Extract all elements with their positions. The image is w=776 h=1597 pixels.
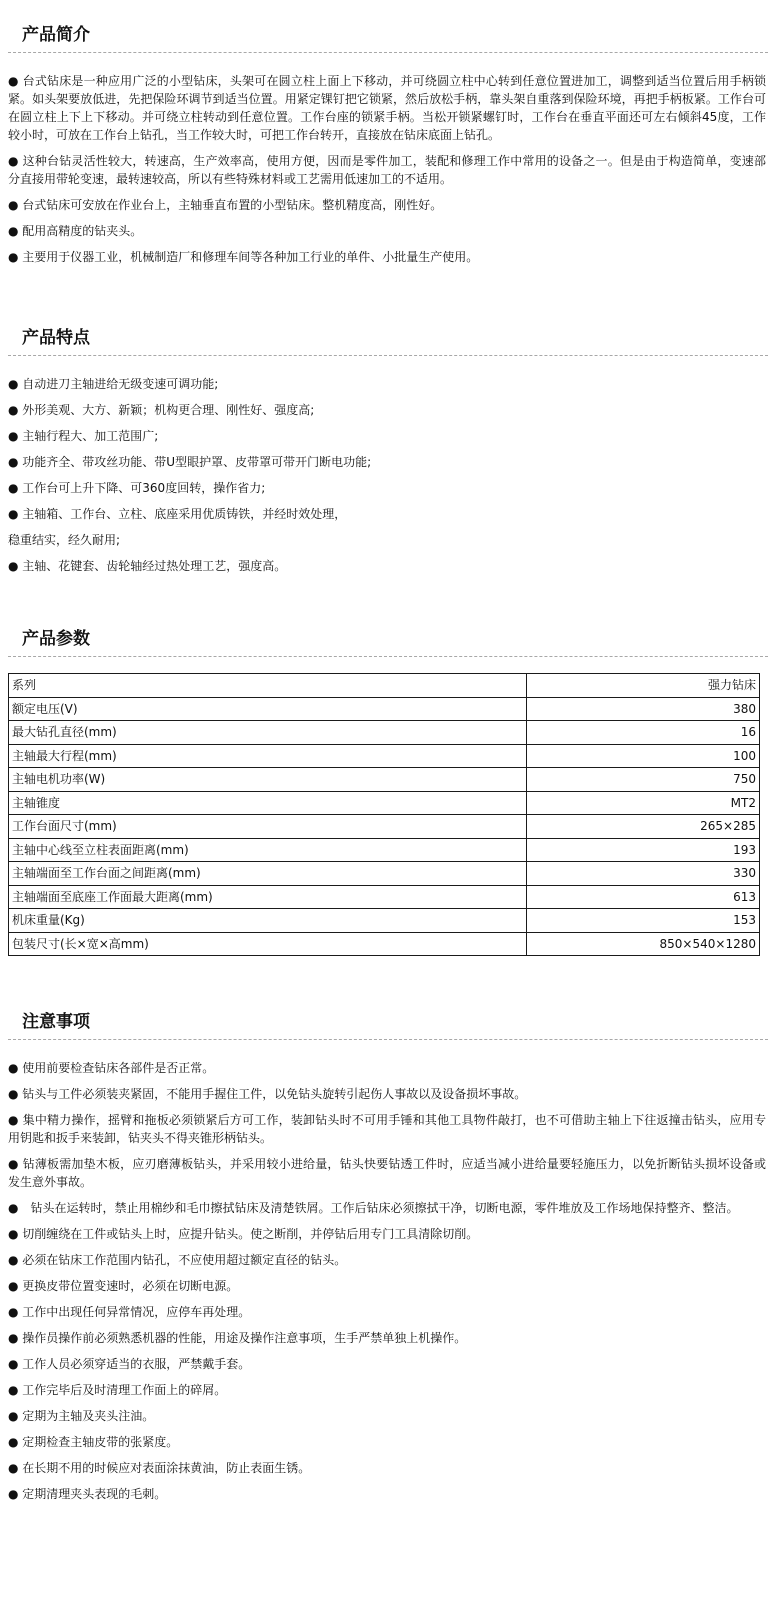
spec-label: 机床重量(Kg) [9,909,527,933]
spec-table [8,673,760,956]
note-item: ● 定期为主轴及夹头注油。 [8,1409,155,1423]
feature-item: ● 主轴、花键套、齿轮轴经过热处理工艺，强度高。 [8,559,287,573]
table-row [9,768,760,792]
table-row [9,674,760,698]
table-row [9,909,760,933]
note-item: ● 工作人员必须穿适当的衣服，严禁戴手套。 [8,1357,251,1371]
spec-value: 强力钻床 [527,674,760,698]
feature-item: ● 功能齐全、带攻丝功能、带U型眼护罩、皮带罩可带开门断电功能; [8,455,372,469]
note-item: ● 集中精力操作，摇臂和拖板必须锁紧后方可工作，装卸钻头时不可用手锤和其他工具物件敲打，也不可借助主轴上下往返撞击钻头，应用专用钥匙和扳手来装卸，钻夹头不得夹锥形柄钻头。 [8,1113,766,1145]
intro-item: ● 配用高精度的钻夹头。 [8,224,143,238]
table-row [9,815,760,839]
note-item: ● 钻头在运转时，禁止用棉纱和毛巾擦拭钻床及清楚铁屑。工作后钻床必须擦拭干净，切断电源，零件堆放及工作场地保持整齐、整洁。 [8,1201,739,1215]
spec-value: 153 [527,909,760,933]
feature-item: ● 主轴箱、工作台、立柱、底座采用优质铸铁，并经时效处理， [8,507,347,521]
spec-value: 613 [527,885,760,909]
params-divider [8,656,768,657]
feature-item: ● 主轴行程大、加工范围广; [8,429,159,443]
intro-title: 产品简介 [22,25,90,45]
spec-label: 额定电压(V) [9,697,527,721]
spec-label: 包装尺寸(长×宽×高mm) [9,932,527,956]
spec-label: 主轴电机功率(W) [9,768,527,792]
note-item: ● 钻薄板需加垫木板，应刃磨薄板钻头，并采用较小进给量，钻头快要钻透工件时，应适当减小进给量要轻施压力，以免折断钻头损坏设备或发生意外事故。 [8,1157,766,1189]
feature-item: ● 外形美观、大方、新颖；机构更合理、刚性好、强度高; [8,403,315,417]
note-item: ● 在长期不用的时候应对表面涂抹黄油，防止表面生锈。 [8,1461,311,1475]
features-section [0,328,776,583]
spec-label: 最大钻孔直径(mm) [9,721,527,745]
spec-label: 工作台面尺寸(mm) [9,815,527,839]
notes-title: 注意事项 [22,1012,90,1032]
spec-value: 193 [527,838,760,862]
table-row [9,791,760,815]
intro-section [0,25,776,274]
note-item: ● 工作中出现任何异常情况，应停车再处理。 [8,1305,251,1319]
spec-value: MT2 [527,791,760,815]
features-divider [8,355,768,356]
spec-value: 850×540×1280 [527,932,760,956]
spec-value: 100 [527,744,760,768]
feature-item: ● 自动进刀主轴进给无级变速可调功能; [8,377,219,391]
spec-value: 380 [527,697,760,721]
note-item: ● 工作完毕后及时清理工作面上的碎屑。 [8,1383,227,1397]
spec-label: 主轴中心线至立柱表面距离(mm) [9,838,527,862]
table-row [9,721,760,745]
table-row [9,932,760,956]
features-title: 产品特点 [22,328,90,348]
note-item: ● 必须在钻床工作范围内钻孔，不应使用超过额定直径的钻头。 [8,1253,347,1267]
feature-item: 稳重结实，经久耐用; [8,533,121,547]
intro-item: ● 台式钻床是一种应用广泛的小型钻床，头架可在圆立柱上面上下移动，并可绕圆立柱中心转到任意位置进加工，调整到适当位置后用手柄锁紧。如头架要放低进，先把保险环调节到适当位置。用紧定锞钉把它锁紧，然后放松手柄，靠头架自重落到保险环境，再把手柄板紧。工作台可在圆立柱上下上下移动。并可绕立柱转动到任意位置。工作台座的锁紧手柄。当松开锁紧螺钉时，工作台在垂直平面还可左右倾斜45度，工作较小时，可放在工作台上钻孔，当工作较大时，可把工作台转开，直接放在钻床底面上钻孔。 [8,74,766,142]
table-row [9,862,760,886]
params-title: 产品参数 [22,629,90,649]
note-item: ● 切削缠绕在工件或钻头上时，应提升钻头。使之断削，并停钻后用专门工具清除切削。 [8,1227,479,1241]
note-item: ● 操作员操作前必须熟悉机器的性能，用途及操作注意事项，生手严禁单独上机操作。 [8,1331,467,1345]
intro-divider [8,52,768,53]
spec-label: 主轴端面至底座工作面最大距离(mm) [9,885,527,909]
intro-item: ● 主要用于仪器工业，机械制造厂和修理车间等各种加工行业的单件、小批量生产使用。 [8,250,479,264]
note-item: ● 钻头与工件必须装夹紧固，不能用手握住工件，以免钻头旋转引起伤人事故以及设备损坏事故。 [8,1087,527,1101]
intro-item: ● 台式钻床可安放在作业台上，主轴垂直布置的小型钻床。整机精度高，刚性好。 [8,198,443,212]
table-row [9,885,760,909]
note-item: ● 使用前要检查钻床各部件是否正常。 [8,1061,215,1075]
table-row [9,838,760,862]
notes-section [0,1012,776,1511]
params-section [0,629,776,956]
notes-divider [8,1039,768,1040]
note-item: ● 定期检查主轴皮带的张紧度。 [8,1435,179,1449]
table-row [9,744,760,768]
note-item: ● 定期清理夹头表现的毛刺。 [8,1487,167,1501]
spec-label: 系列 [9,674,527,698]
table-row [9,697,760,721]
note-item: ● 更换皮带位置变速时，必须在切断电源。 [8,1279,239,1293]
spec-value: 265×285 [527,815,760,839]
spec-value: 750 [527,768,760,792]
spec-label: 主轴最大行程(mm) [9,744,527,768]
intro-list [0,72,776,266]
spec-label: 主轴端面至工作台面之间距离(mm) [9,862,527,886]
intro-item: ● 这种台钻灵活性较大，转速高，生产效率高，使用方便，因而是零件加工，装配和修理工作中常用的设备之一。但是由于构造简单，变速部分直接用带轮变速，最转速较高，所以有些特殊材料或工艺需用低速加工的不适用。 [8,154,766,186]
spec-value: 16 [527,721,760,745]
feature-item: ● 工作台可上升下降、可360度回转，操作省力; [8,481,266,495]
spec-label: 主轴锥度 [9,791,527,815]
features-list [0,375,776,575]
notes-list [0,1059,776,1503]
spec-value: 330 [527,862,760,886]
